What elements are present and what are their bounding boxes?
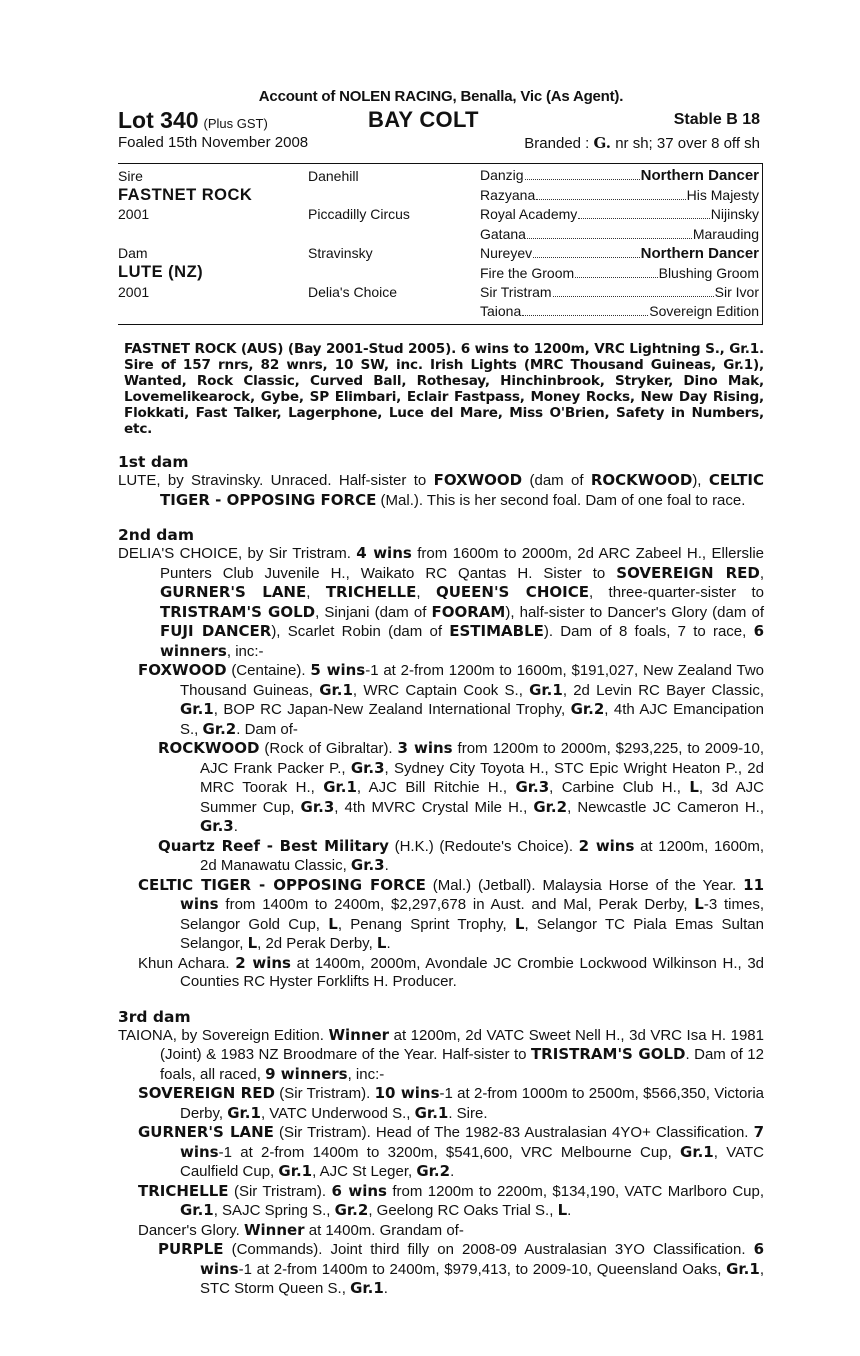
greatgrandparent-name: Nureyev [480,244,533,261]
family-entry: DELIA'S CHOICE, by Sir Tristram. 4 wins from 1600m to 2000m, 2d ARC Zabeel H., Ellerslie Punters Club Juvenile H., Waikato RC Qantas H. Sister to SOVEREIGN RED, GURNER'S LANE, TRICHELLE, QUEEN'S CHOICE, three-quarter-sister to TRISTRAM'S GOLD, Sinjani (dam of FOORAM), half-sister to Dancer's Glory (dam of FUJI DANCER), Scarlet Robin (dam of ESTIMABLE). Dam of 8 foals, 7 to race, 6 winners, inc:- [118,544,765,660]
family-entry: FOXWOOD (Centaine). 5 wins-1 at 2-from 1200m to 1600m, $191,027, New Zealand Two Thousand Guineas, Gr.1, WRC Captain Cook S., Gr.1, 2d Levin RC Bayer Classic, Gr.1, BOP RC Japan-New Zealand International Trophy, Gr.2, 4th AJC Emancipation S., Gr.2. Dam of- [138,661,765,738]
dam-heading: 2nd dam [118,526,195,545]
family-entry: ROCKWOOD (Rock of Gibraltar). 3 wins from 1200m to 2000m, $293,225, to 2009-10, AJC Frank Packer P., Gr.3, Sydney City Toyota H., STC Epic Wright Heaton P., 2d MRC Toorak H., Gr.1, AJC Bill Ritchie H., Gr.3, Carbine Club H., L, 3d AJC Summer Cup, Gr.3, 4th MVRC Crystal Mile H., Gr.2, Newcastle JC Cameron H., Gr.3. [158,739,765,836]
greatgrand-cell [480,245,762,262]
ancestor-name: Nijinsky [710,206,759,223]
family-entry: GURNER'S LANE (Sir Tristram). Head of The 1982-83 Australasian 4YO+ Classification. 7 wins-1 at 2-from 1400m to 3200m, $541,600, VRC Melbourne Cup, Gr.1, VATC Caulfield Cup, Gr.1, AJC St Leger, Gr.2. [138,1123,764,1181]
leader-dots [522,314,648,316]
ancestor-name: His Majesty [686,187,759,204]
greatgrandparent-name: Taiona [480,303,522,320]
pedigree-row [118,282,762,301]
lot-header [118,107,764,133]
leader-dots [533,256,640,258]
greatgrand-cell [480,265,762,281]
greatgrand-cell [480,206,762,222]
ancestor-name: Blushing Groom [658,264,759,281]
grandparent: Danehill [308,167,359,184]
greatgrandparent-name: Danzig [480,167,524,184]
family-entry: PURPLE (Commands). Joint third filly on 2008-09 Australasian 3YO Classification. 6 wins-1 at 2-from 1400m to 2400m, $979,413, to 2009-10, Queensland Oaks, Gr.1, STC Storm Queen S., Gr.1. [158,1240,764,1298]
leader-dots [578,217,709,219]
greatgrandparent-name: Fire the Groom [480,264,575,281]
grandparent: Stravinsky [308,245,373,262]
family-entry: TAIONA, by Sovereign Edition. Winner at 1200m, 2d VATC Sweet Nell H., 3d VRC Isa H. 1981 (Joint) & 1983 NZ Broodmare of the Year. Half-sister to TRISTRAM'S GOLD. Dam of 12 foals, all raced, 9 winners, inc:- [118,1025,764,1083]
greatgrandparent-name: Gatana [480,225,526,242]
sire-label: Sire [118,167,143,184]
dam-heading: 1st dam [118,453,189,472]
brand-mark: G. [593,134,612,152]
sire-name: FASTNET ROCK [118,185,253,204]
catalogue-page [118,88,764,1299]
pedigree-row [118,244,762,263]
ancestor-name: Northern Dancer [640,244,759,262]
greatgrand-cell [480,303,762,319]
branded-info [524,134,760,152]
dam-name: LUTE (NZ) [118,263,204,282]
greatgrandparent-name: Royal Academy [480,206,578,223]
pedigree-row [118,224,762,243]
dam-year: 2001 [118,284,150,301]
lot-description: BAY COLT [368,107,479,132]
family-entry: SOVEREIGN RED (Sir Tristram). 10 wins-1 at 2-from 1000m to 2500m, $566,350, Victoria Derby, Gr.1, VATC Underwood S., Gr.1. Sire. [138,1084,764,1122]
grandparent: Delia's Choice [308,284,398,301]
vendor-line: Account of NOLEN RACING, Benalla, Vic (As Agent). [258,88,624,105]
leader-dots [553,295,714,297]
branded-detail: nr sh; 37 over 8 off sh [615,135,760,152]
family-entry: Dancer's Glory. Winner at 1400m. Grandam of- [138,1220,464,1239]
gst-note: (Plus GST) [203,116,268,131]
greatgrand-cell [480,284,762,300]
branded-prefix: Branded : [524,135,590,152]
leader-dots [527,237,692,239]
ancestor-name: Northern Dancer [640,167,759,185]
pedigree-row [118,185,762,204]
greatgrand-cell [480,167,762,184]
greatgrandparent-name: Razyana [480,187,536,204]
family-entry: TRICHELLE (Sir Tristram). 6 wins from 1200m to 2200m, $134,190, VATC Marlboro Cup, Gr.1, SAJC Spring S., Gr.2, Geelong RC Oaks Trial S., L. [138,1181,765,1220]
stable-number: Stable B 18 [673,111,760,128]
greatgrandparent-name: Sir Tristram [480,284,552,301]
pedigree-table [118,163,763,325]
sire-summary: FASTNET ROCK (AUS) (Bay 2001-Stud 2005). 6 wins to 1200m, VRC Lightning S., Gr.1. Sire of 157 rnrs, 82 wnrs, 10 SW, inc. Irish Lights (MRC Thousand Guineas, Gr.1), Wanted, Rock Classic, Curved Ball, Rothesay, Hinchinbrook, Stryker, Dino Mak, Lovemelikearock, Gybe, SP Elimbari, Eclair Fastpass, Money Rocks, New Day Rising, Flokkati, Fast Talker, Lagerphone, Luce del Mare, Miss O'Brien, Safety in Numbers, etc. [124,341,764,438]
leader-dots [575,276,657,278]
ancestor-name: Marauding [692,225,759,242]
foaled-branded-line [118,134,764,152]
family-entry: CELTIC TIGER - OPPOSING FORCE (Mal.) (Jetball). Malaysia Horse of the Year. 11 wins from 1400m to 2400m, $2,297,678 in Aust. and Mal, Perak Derby, L-3 times, Selangor Gold Cup, L, Penang Sprint Trophy, L, Selangor TC Piala Emas Sultan Selangor, L, 2d Perak Derby, L. [138,875,765,953]
family-sections [118,453,764,1299]
greatgrand-cell [480,226,762,242]
leader-dots [536,198,685,200]
pedigree-row [118,263,762,282]
ancestor-name: Sir Ivor [714,284,759,301]
foaled-date: Foaled 15th November 2008 [118,134,309,151]
grandparent: Piccadilly Circus [308,206,410,223]
family-entry: Quartz Reef - Best Military (H.K.) (Redoute's Choice). 2 wins at 1200m, 1600m, 2d Manawatu Classic, Gr.3. [158,836,764,875]
pedigree-row [118,302,762,321]
lot-number: Lot 340 [118,107,199,133]
family-entry: Khun Achara. 2 wins at 1400m, 2000m, Avondale JC Crombie Lockwood Wilkinson H., 3d Counties RC Hyster Forklifts H. Producer. [138,953,765,991]
ancestor-name: Sovereign Edition [649,303,759,320]
leader-dots [525,178,640,180]
family-entry: LUTE, by Stravinsky. Unraced. Half-sister to FOXWOOD (dam of ROCKWOOD), CELTIC TIGER - OPPOSING FORCE (Mal.). This is her second foal. Dam of one foal to race. [118,471,764,509]
pedigree-row [118,205,762,224]
pedigree-row [118,166,762,185]
sire-year: 2001 [118,206,150,223]
dam-heading: 3rd dam [118,1007,191,1026]
dam-label: Dam [118,245,148,262]
greatgrand-cell [480,187,762,203]
